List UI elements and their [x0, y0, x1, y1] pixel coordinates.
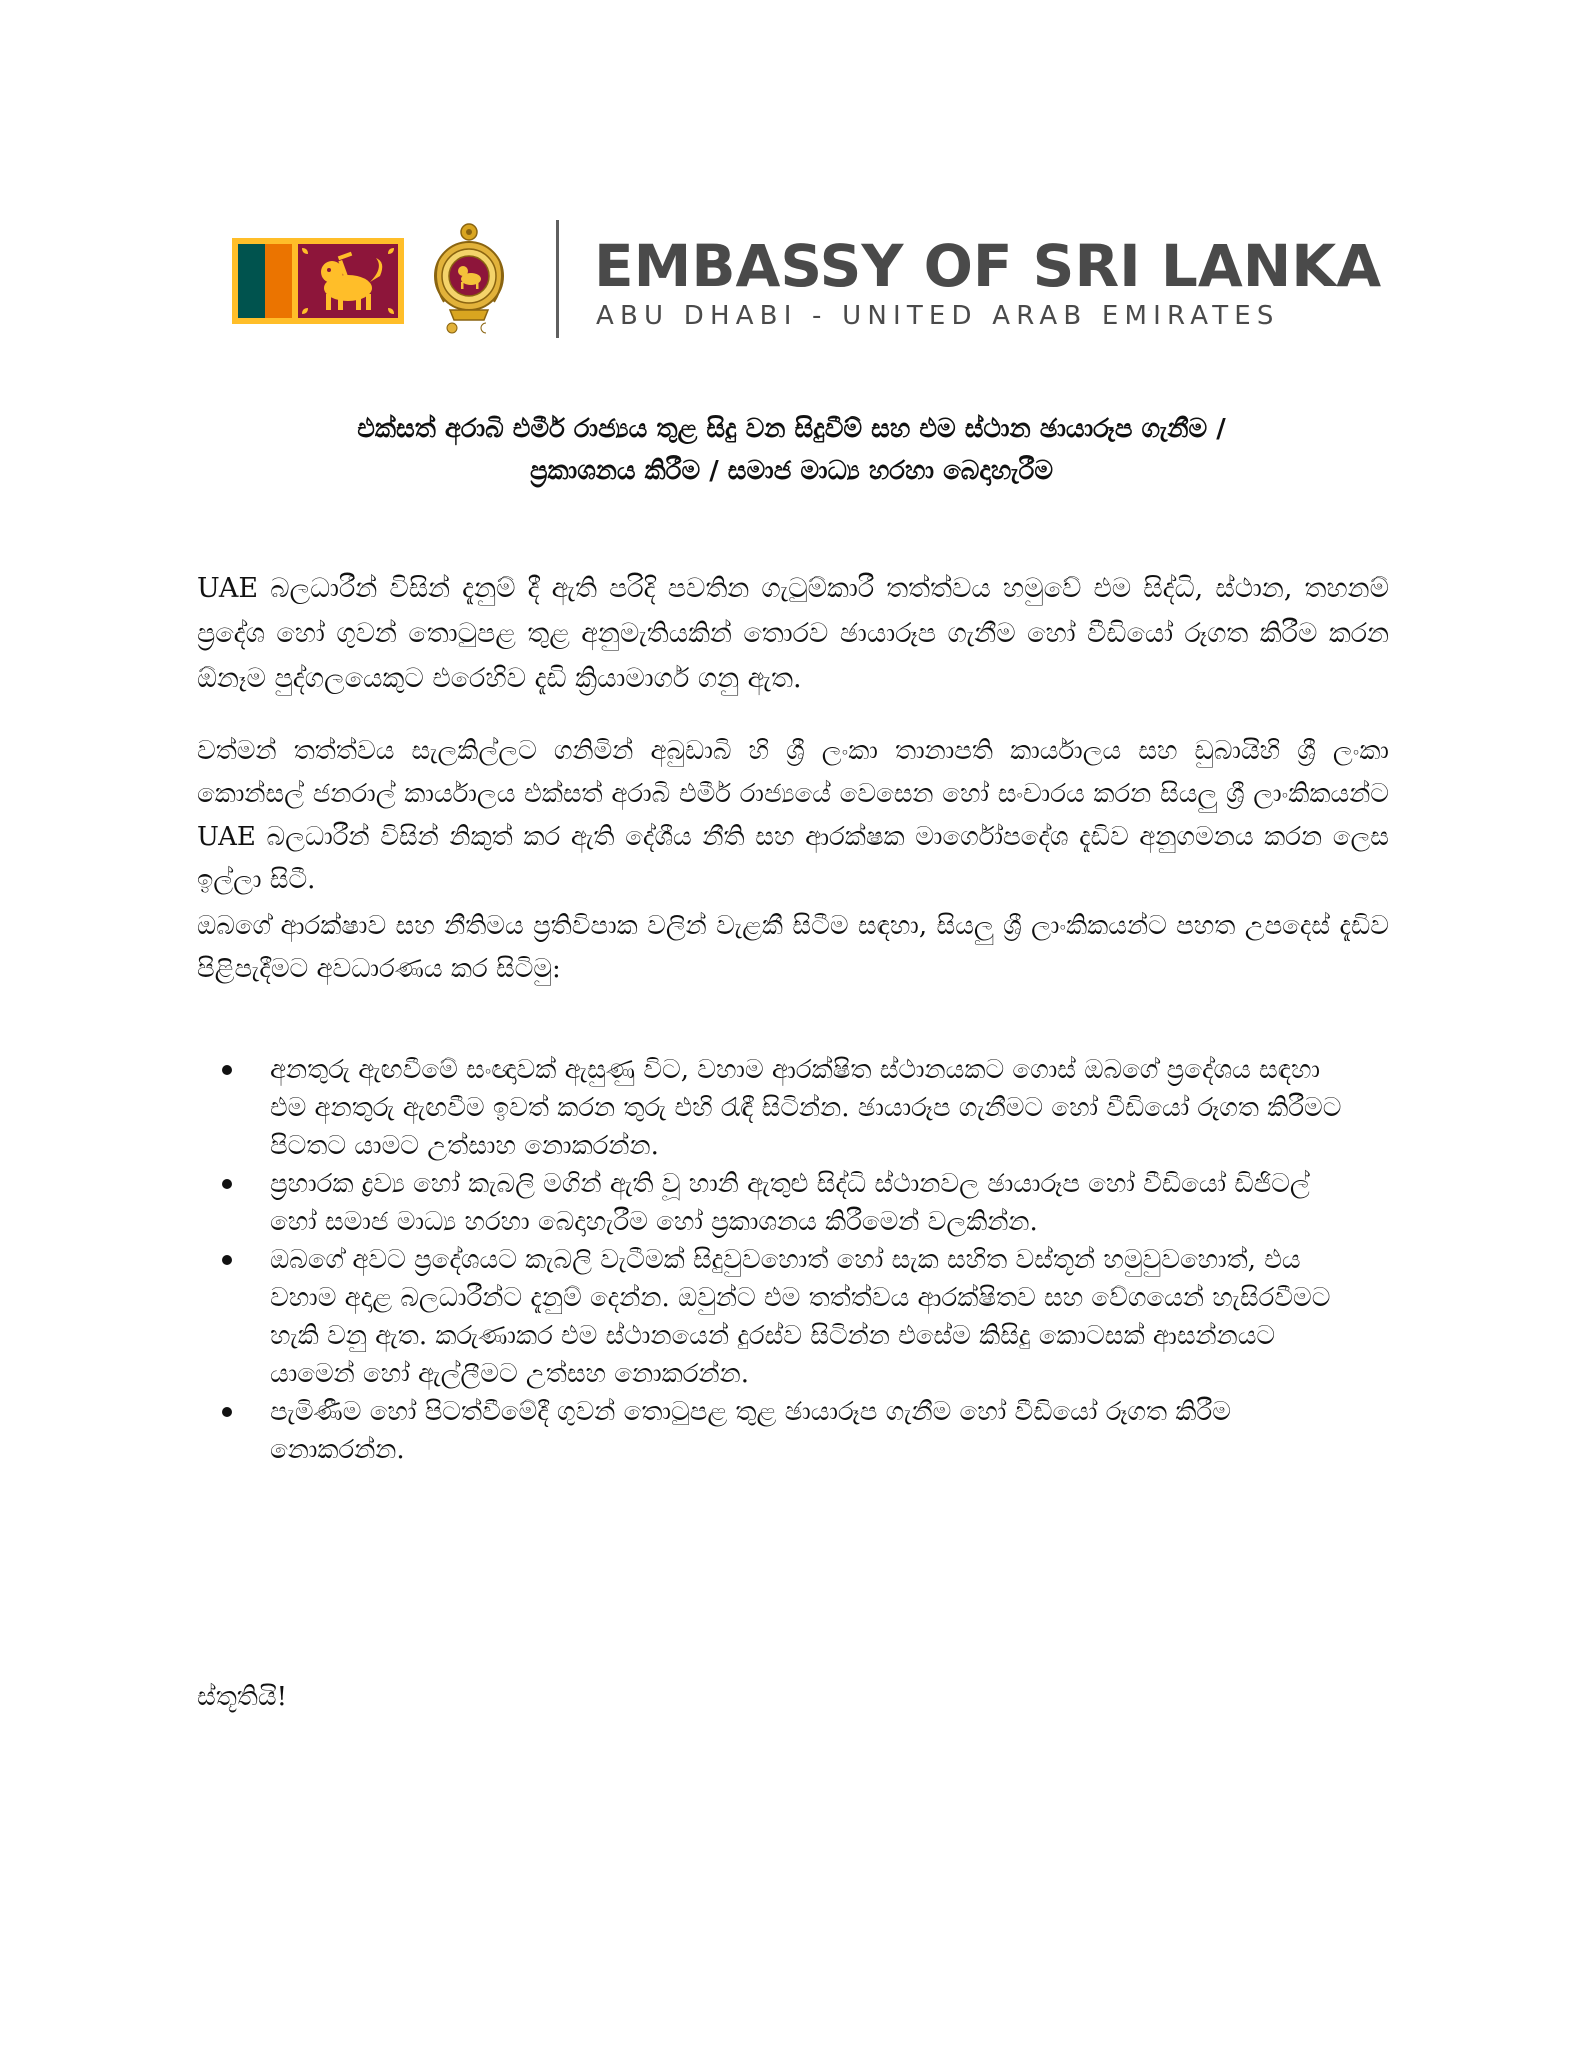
list-item — [222, 1165, 1362, 1241]
list-item — [222, 1393, 1362, 1469]
bullet-icon — [222, 1255, 232, 1265]
embassy-subtitle: ABU DHABI - UNITED ARAB EMIRATES — [596, 301, 1280, 331]
list-item — [222, 1051, 1362, 1165]
heading-line-2: ප්‍රකාශනය කිරීම / සමාජ මාධ්‍ය හරහා බෙදාහැරීම — [529, 456, 1054, 486]
advice-list — [222, 1051, 1362, 1469]
list-item-text: අනතුරු ඇඟවීමේ සංඥාවක් ඇසුණු විට, වහාම ආරක්ෂිත ස්ථානයකට ගොස් ඔබගේ ප්‍රදේශය සඳහා එම අනතුරු ඇඟවීම ඉවත් කරන තුරු එහි රැඳී සිටින්න. ඡායාරූප ගැනීමට හෝ වීඩියෝ රූගත කිරීමට පිටතට යාමට උත්සාහ නොකරන්න. — [270, 1055, 1342, 1161]
paragraph-1: UAE බලධාරීන් විසින් දැනුම් දී ඇති පරිදි පවතින ගැටුම්කාරී තත්ත්වය හමුවේ එම සිද්ධි, ස්ථාන, තහනම් ප්‍රදේශ හෝ ගුවන් තොටුපළ තුළ අනුමැතියකින් තොරව ඡායාරූප ගැනීම හෝ වීඩියෝ රූගත කිරීම කරන ඕනෑම පුද්ගලයෙකුට එරෙහිව දැඩි ක්‍රියාමාර්ග ගනු ඇත. — [197, 573, 1389, 694]
embassy-title: EMBASSY OF SRI LANKA — [594, 232, 1382, 300]
paragraph-3: ඔබගේ ආරක්ෂාව සහ නීතිමය ප්‍රතිවිපාක වලින් වැළකී සිටීම සඳහා, සියලු ශ්‍රී ලාංකිකයන්ට පහත උපදෙස් දැඩිව පිළිපැදීමට අවධාරණය කර සිටිමු: — [197, 911, 1389, 984]
letterhead — [232, 218, 1382, 343]
letterhead-divider — [556, 220, 559, 338]
list-item-text: ප්‍රහාරක ද්‍රව්‍ය හෝ කැබලි මගින් ඇති වූ හානි ඇතුළු සිද්ධි ස්ථානවල ඡායාරූප හෝ වීඩියෝ ඩිජිටල් හෝ සමාජ මාධ්‍ය හරහා බෙදාහැරීම හෝ ප්‍රකාශනය කිරීමෙන් වලකින්න. — [270, 1169, 1310, 1237]
sri-lanka-flag-icon — [232, 238, 404, 324]
list-item-text: පැමිණීම හෝ පිටත්වීමේදී ගුවන් තොටුපළ තුළ ඡායාරූප ගැනීම හෝ වීඩියෝ රූගත කිරීම නොකරන්න. — [270, 1397, 1231, 1465]
closing-text: ස්තූතියි! — [197, 1682, 288, 1712]
paragraph-2: වත්මන් තත්ත්වය සැලකිල්ලට ගනිමින් අබුඩාබි හි ශ්‍රී ලංකා තානාපති කාර්යාලය සහ ඩුබායිහි ශ්‍රී ලංකා කොන්සල් ජනරාල් කාර්යාලය එක්සත් අරාබි එමීර් රාජ්‍යයේ වෙසෙන හෝ සංචාරය කරන සියලු ශ්‍රී ලාංකිකයන්ට UAE බලධාරීන් විසින් නිකුත් කර ඇති දේශීය නීති සහ ආරක්ෂක මාර්ගෝපදේශ දැඩිව අනුගමනය කරන ලෙස ඉල්ලා සිටී. — [197, 736, 1389, 895]
bullet-icon — [222, 1179, 232, 1189]
heading-line-1: එක්සත් අරාබි එමීර් රාජ්‍යය තුළ සිදු වන සිදුවීම් සහ එම ස්ථාන ඡායාරූප ගැනීම / — [357, 414, 1226, 444]
bullet-icon — [222, 1407, 232, 1417]
list-item-text: ඔබගේ අවට ප්‍රදේශයට කැබලි වැටීමක් සිදුවුවහොත් හෝ සැක සහිත වස්තූන් හමුවුවහොත්, එය වහාම අදාළ බලධාරීන්ට දැනුම් දෙන්න. ඔවුන්ට එම තත්ත්වය ආරක්ෂිතව සහ වේගයෙන් හැසිරවීමට හැකි වනු ඇත. කරුණාකර එම ස්ථානයෙන් දුරස්ව සිටින්න එසේම කිසිදු කොටසක් ආසන්නයට යාමෙන් හෝ ඇල්ලීමට උත්සහ නොකරන්න. — [270, 1245, 1331, 1389]
list-item — [222, 1241, 1362, 1393]
bullet-icon — [222, 1065, 232, 1075]
notice-heading — [200, 408, 1383, 492]
sri-lanka-emblem-icon — [430, 222, 508, 338]
